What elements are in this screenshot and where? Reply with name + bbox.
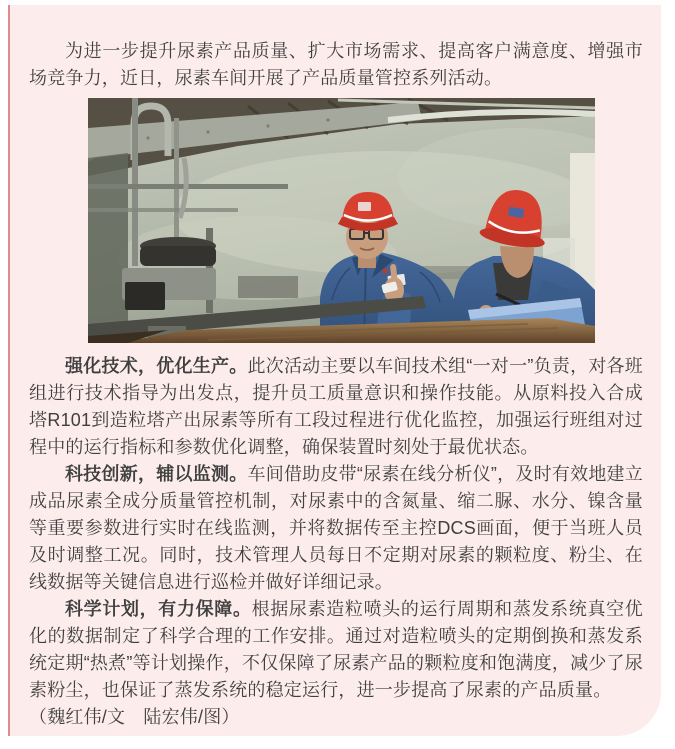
plan-paragraph <box>29 596 643 704</box>
paragraph-lead: 科学计划，有力保障。 <box>65 599 252 619</box>
paragraph-lead: 强化技术，优化生产。 <box>65 356 248 376</box>
article-content <box>10 5 661 731</box>
paragraph-text: 为进一步提升尿素产品质量、扩大市场需求、提高客户满意度、增强市场竞争力，近日，尿素车间开展了产品质量管控系列活动。 <box>29 41 643 88</box>
paragraph-lead: 科技创新，辅以监测。 <box>65 464 248 484</box>
workshop-photo-graphic <box>88 98 595 343</box>
workshop-photo <box>88 98 595 343</box>
intro-paragraph <box>29 38 643 92</box>
paragraph-text: 根据尿素造粒喷头的运行周期和蒸发系统真空优化的数据制定了科学合理的工作安排。通过对造粒喷头的定期倒换和蒸发系统定期“热煮”等计划操作，不仅保障了尿素产品的颗粒度和饱满度，减少了尿素粉尘，也保证了蒸发系统的稳定运行，进一步提高了尿素的产品质量。 <box>29 599 644 700</box>
article-panel <box>8 5 661 736</box>
byline-credit: （魏红伟/文 陆宏伟/图） <box>29 707 240 727</box>
monitor-paragraph <box>29 461 643 596</box>
tech-paragraph <box>29 353 643 461</box>
paragraph-text: 此次活动主要以车间技术组“一对一”负责，对各班组进行技术指导为出发点，提升员工质量意识和操作技能。从原料投入合成塔R101到造粒塔产出尿素等所有工段过程进行优化监控，加强运行班组对过程中的运行指标和参数优化调整，确保装置时刻处于最优状态。 <box>29 356 644 457</box>
paragraph-text: 车间借助皮带“尿素在线分析仪”，及时有效地建立成品尿素全成分质量管控机制，对尿素中的含氮量、缩二脲、水分、镍含量等重要参数进行实时在线监测，并将数据传至主控DCS画面，便于当班人员及时调整工况。同时，技术管理人员每日不定期对尿素的颗粒度、粉尘、在线数据等关键信息进行巡检并做好详细记录。 <box>29 464 644 592</box>
